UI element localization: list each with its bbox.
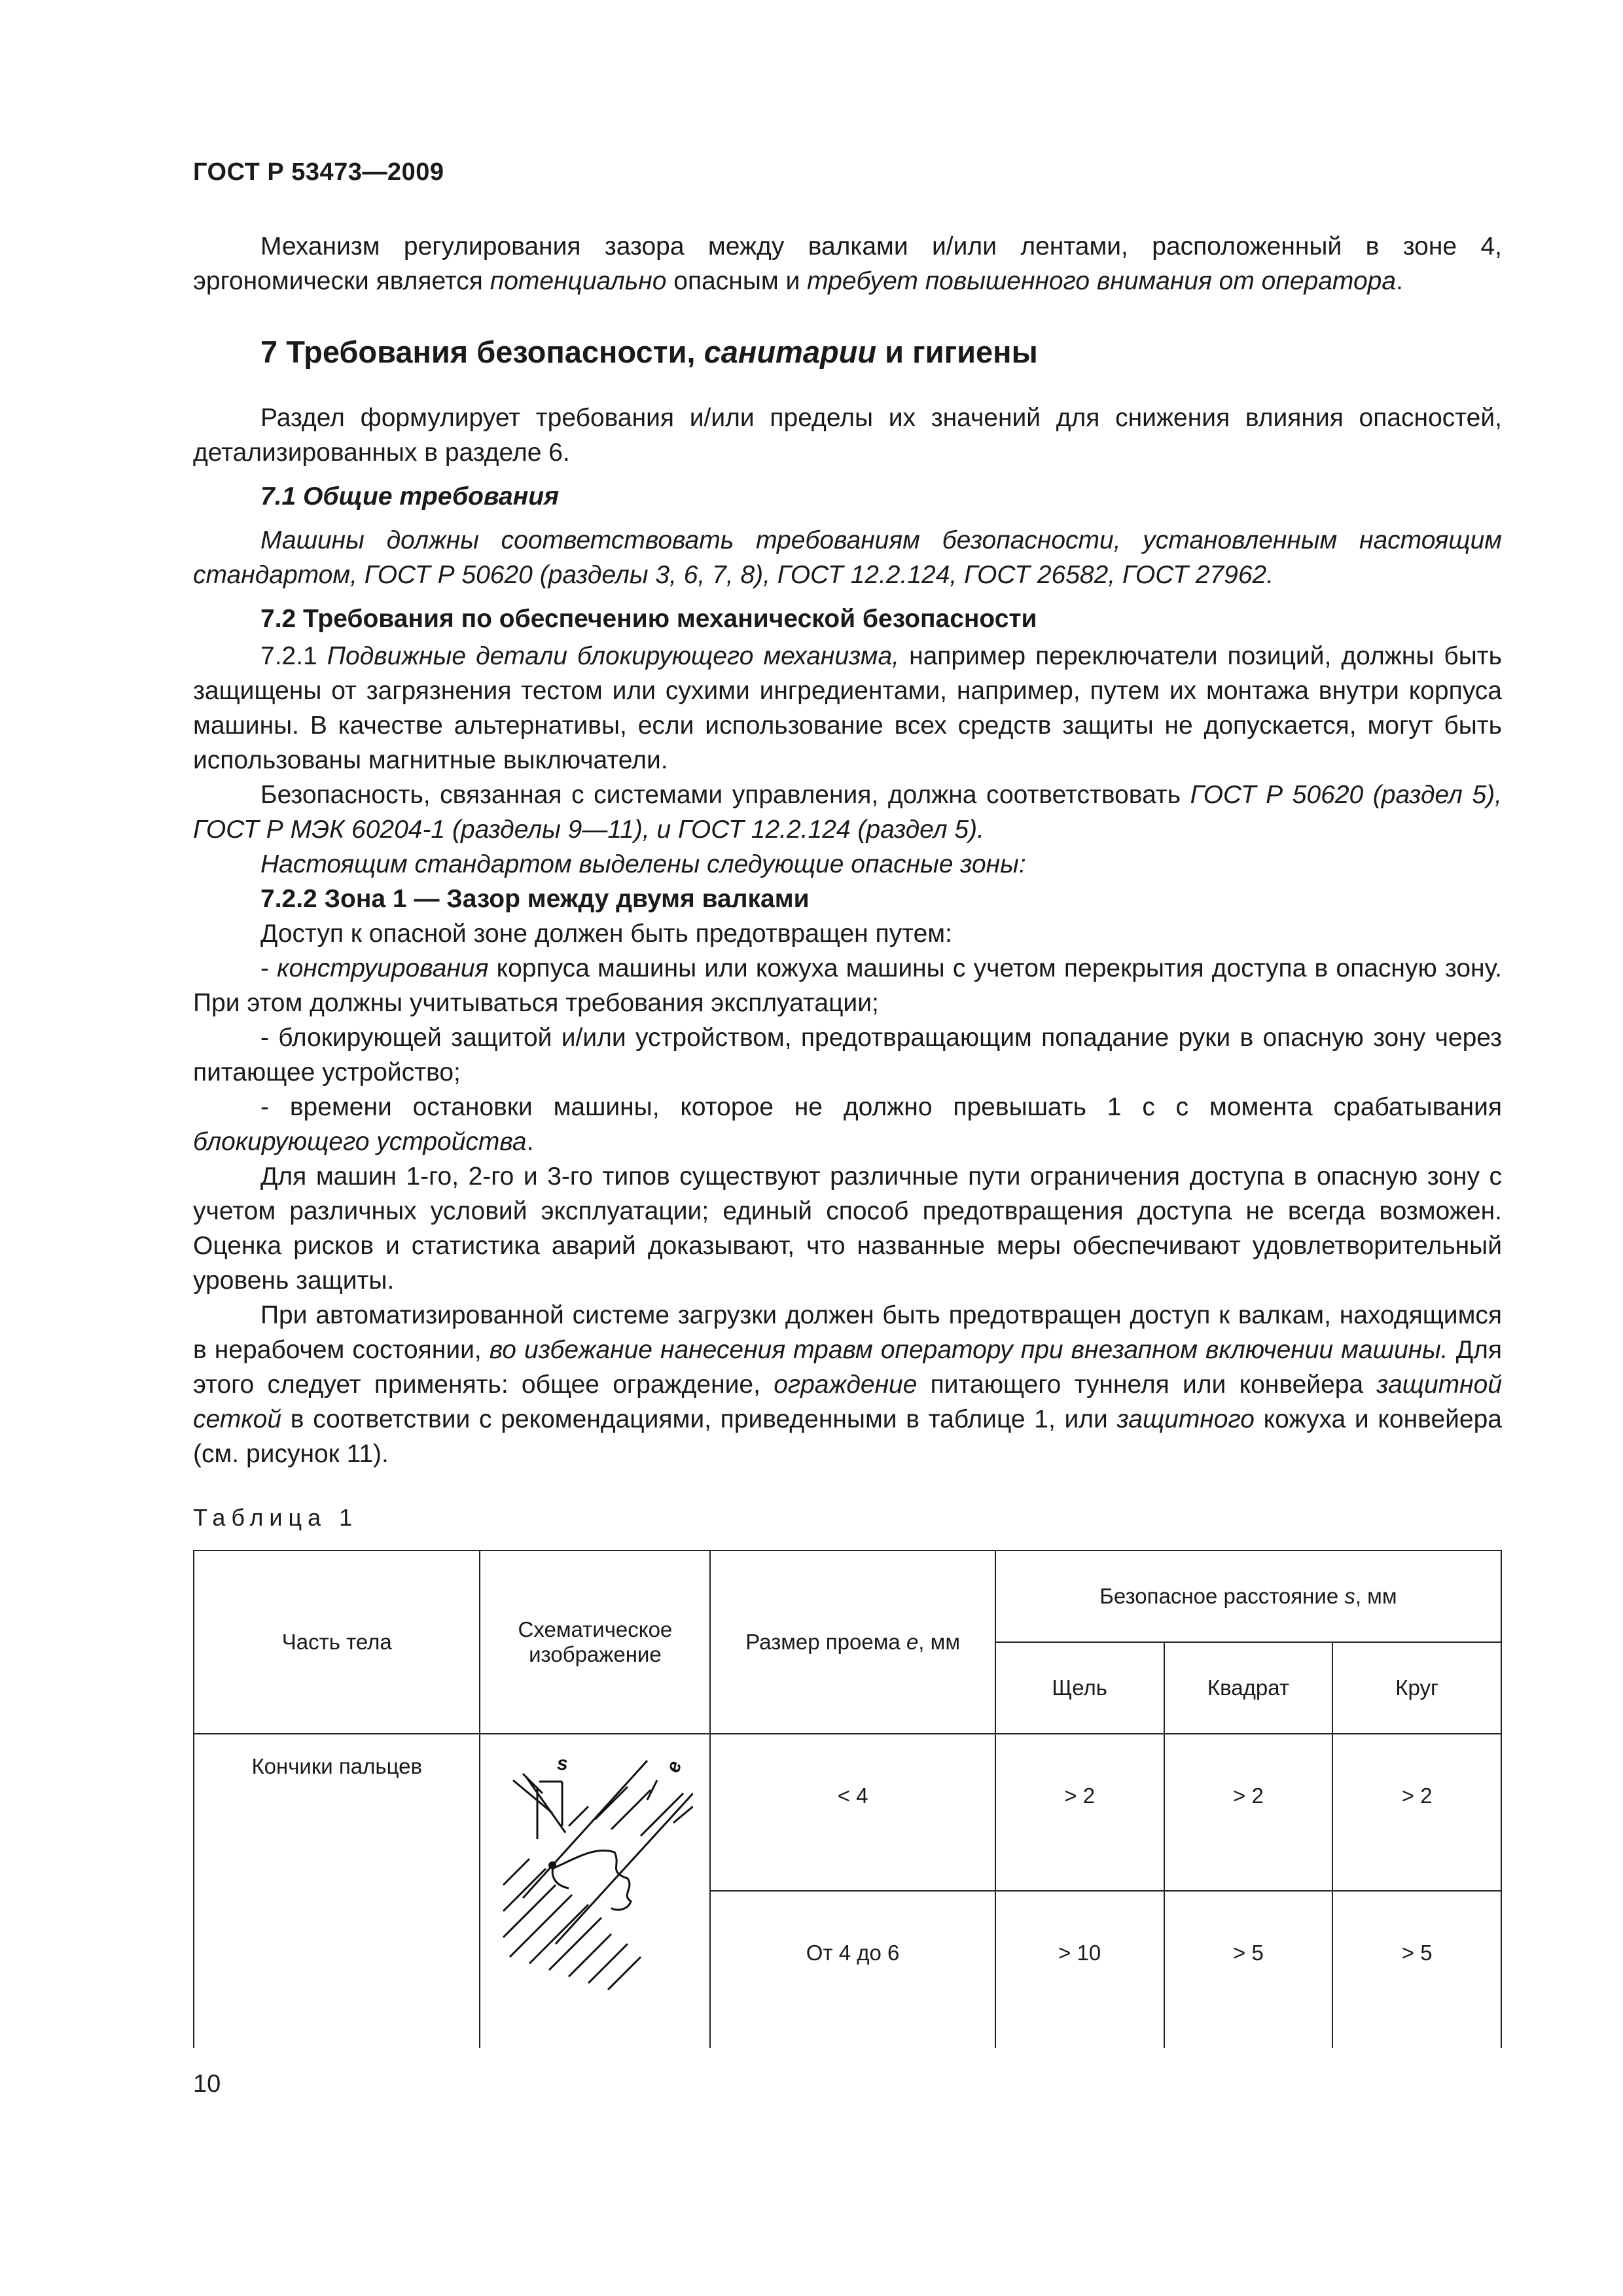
table-caption: Таблица 1: [193, 1504, 359, 1531]
document-header: ГОСТ Р 53473—2009: [193, 158, 444, 186]
header-slot: Щель: [995, 1642, 1164, 1734]
control-systems-paragraph: Безопасность, связанная с системами управления, должна соответствовать ГОСТ Р 50620 (раздел 5), ГОСТ Р МЭК 60204-1 (разделы 9—11), и ГОСТ 12.2.124 (раздел 5).: [193, 781, 1502, 844]
automated-loading-paragraph: При автоматизированной системе загрузки должен быть предотвращен доступ к валкам, находящимся в нерабочем состоянии, во избежание нанесения травм оператору при внезапном включении машины. Для этого следует применять: общее ограждение, ограждение питающего туннеля или конвейера защитной сеткой в соответствии с рекомендациями, приведенными в таблице 1, или защитного кожуха и конвейера (см. рисунок 11).: [193, 1301, 1503, 1468]
header-schematic: Схематическое изображение: [480, 1551, 710, 1734]
header-circle: Круг: [1332, 1642, 1501, 1734]
cell-body-part: Кончики пальцев: [194, 1734, 480, 2048]
label-e: e: [662, 1759, 687, 1775]
section-7-2-heading: 7.2 Требования по обеспечению механической безопасности: [260, 605, 1037, 633]
header-opening-size: Размер проема е, мм: [710, 1551, 995, 1734]
list-item: - времени остановки машины, которое не должно превышать 1 с с момента срабатывания блокирующего устройства.: [193, 1093, 1502, 1156]
section-7-1-heading: 7.1 Общие требования: [260, 482, 560, 511]
fingertip-diagram: [480, 1734, 710, 2048]
intro-paragraph: Механизм регулирования зазора между валками и/или лентами, расположенный в зоне 4, эргономически является потенциально опасным и требует повышенного внимания от оператора.: [193, 232, 1502, 295]
cell-square: > 5: [1164, 1891, 1333, 2048]
cell-slot: > 2: [995, 1734, 1164, 1891]
page-number: 10: [193, 2070, 221, 2098]
section-7-2-1-text: 7.2.1 Подвижные детали блокирующего механизма, например переключатели позиций, должны быть защищены от загрязнения тестом или сухими ингредиентами, например, путем их монтажа внутри корпуса машины. В качестве альтернативы, если использование всех средств защиты не допускается, могут быть использованы магнитные выключатели.: [193, 642, 1502, 774]
cell-slot: > 10: [995, 1891, 1164, 2048]
section-7-heading: 7 Требования безопасности, санитарии и гигиены: [260, 334, 1038, 369]
section-7-2-2-heading: 7.2.2 Зона 1 — Зазор между двумя валками: [260, 885, 810, 913]
list-item: - блокирующей защитой и/или устройством, предотвращающим попадание руки в опасную зону через питающее устройство;: [193, 1024, 1502, 1086]
table-row: [194, 1734, 1501, 1891]
label-s: s: [557, 1753, 569, 1774]
main-text: [193, 229, 1502, 1471]
fingertip-opening-icon: [497, 1748, 693, 2022]
cell-opening: < 4: [710, 1734, 995, 1891]
cell-opening: От 4 до 6: [710, 1891, 995, 2048]
machine-types-paragraph: Для машин 1-го, 2-го и 3-го типов существуют различные пути ограничения доступа в опасную зону с учетом различных условий эксплуатации; единый способ предотвращения доступа не всегда возможен. Оценка рисков и статистика аварий доказывают, что названные меры обеспечивают удовлетворительный уровень защиты.: [193, 1162, 1502, 1295]
list-item: - конструирования корпуса машины или кожуха машины с учетом перекрытия доступа в опасную зону. При этом должны учитываться требования эксплуатации;: [193, 954, 1502, 1017]
header-square: Квадрат: [1164, 1642, 1333, 1734]
cell-circle: > 2: [1332, 1734, 1501, 1891]
header-safe-distance: Безопасное расстояние s, мм: [995, 1551, 1501, 1642]
cell-square: > 2: [1164, 1734, 1333, 1891]
hazard-zones-intro: Настоящим стандартом выделены следующие опасные зоны:: [260, 850, 1026, 878]
header-body-part: Часть тела: [194, 1551, 480, 1734]
safety-distance-table: [193, 1550, 1502, 2048]
cell-circle: > 5: [1332, 1891, 1501, 2048]
section-7-intro: Раздел формулирует требования и/или пределы их значений для снижения влияния опасностей, детализированных в разделе 6.: [193, 404, 1502, 467]
section-7-1-text: Машины должны соответствовать требованиям безопасности, установленным настоящим стандартом, ГОСТ Р 50620 (разделы 3, 6, 7, 8), ГОСТ 12.2.124, ГОСТ 26582, ГОСТ 27962.: [193, 526, 1502, 589]
access-prevention-intro: Доступ к опасной зоне должен быть предотвращен путем:: [260, 920, 952, 948]
